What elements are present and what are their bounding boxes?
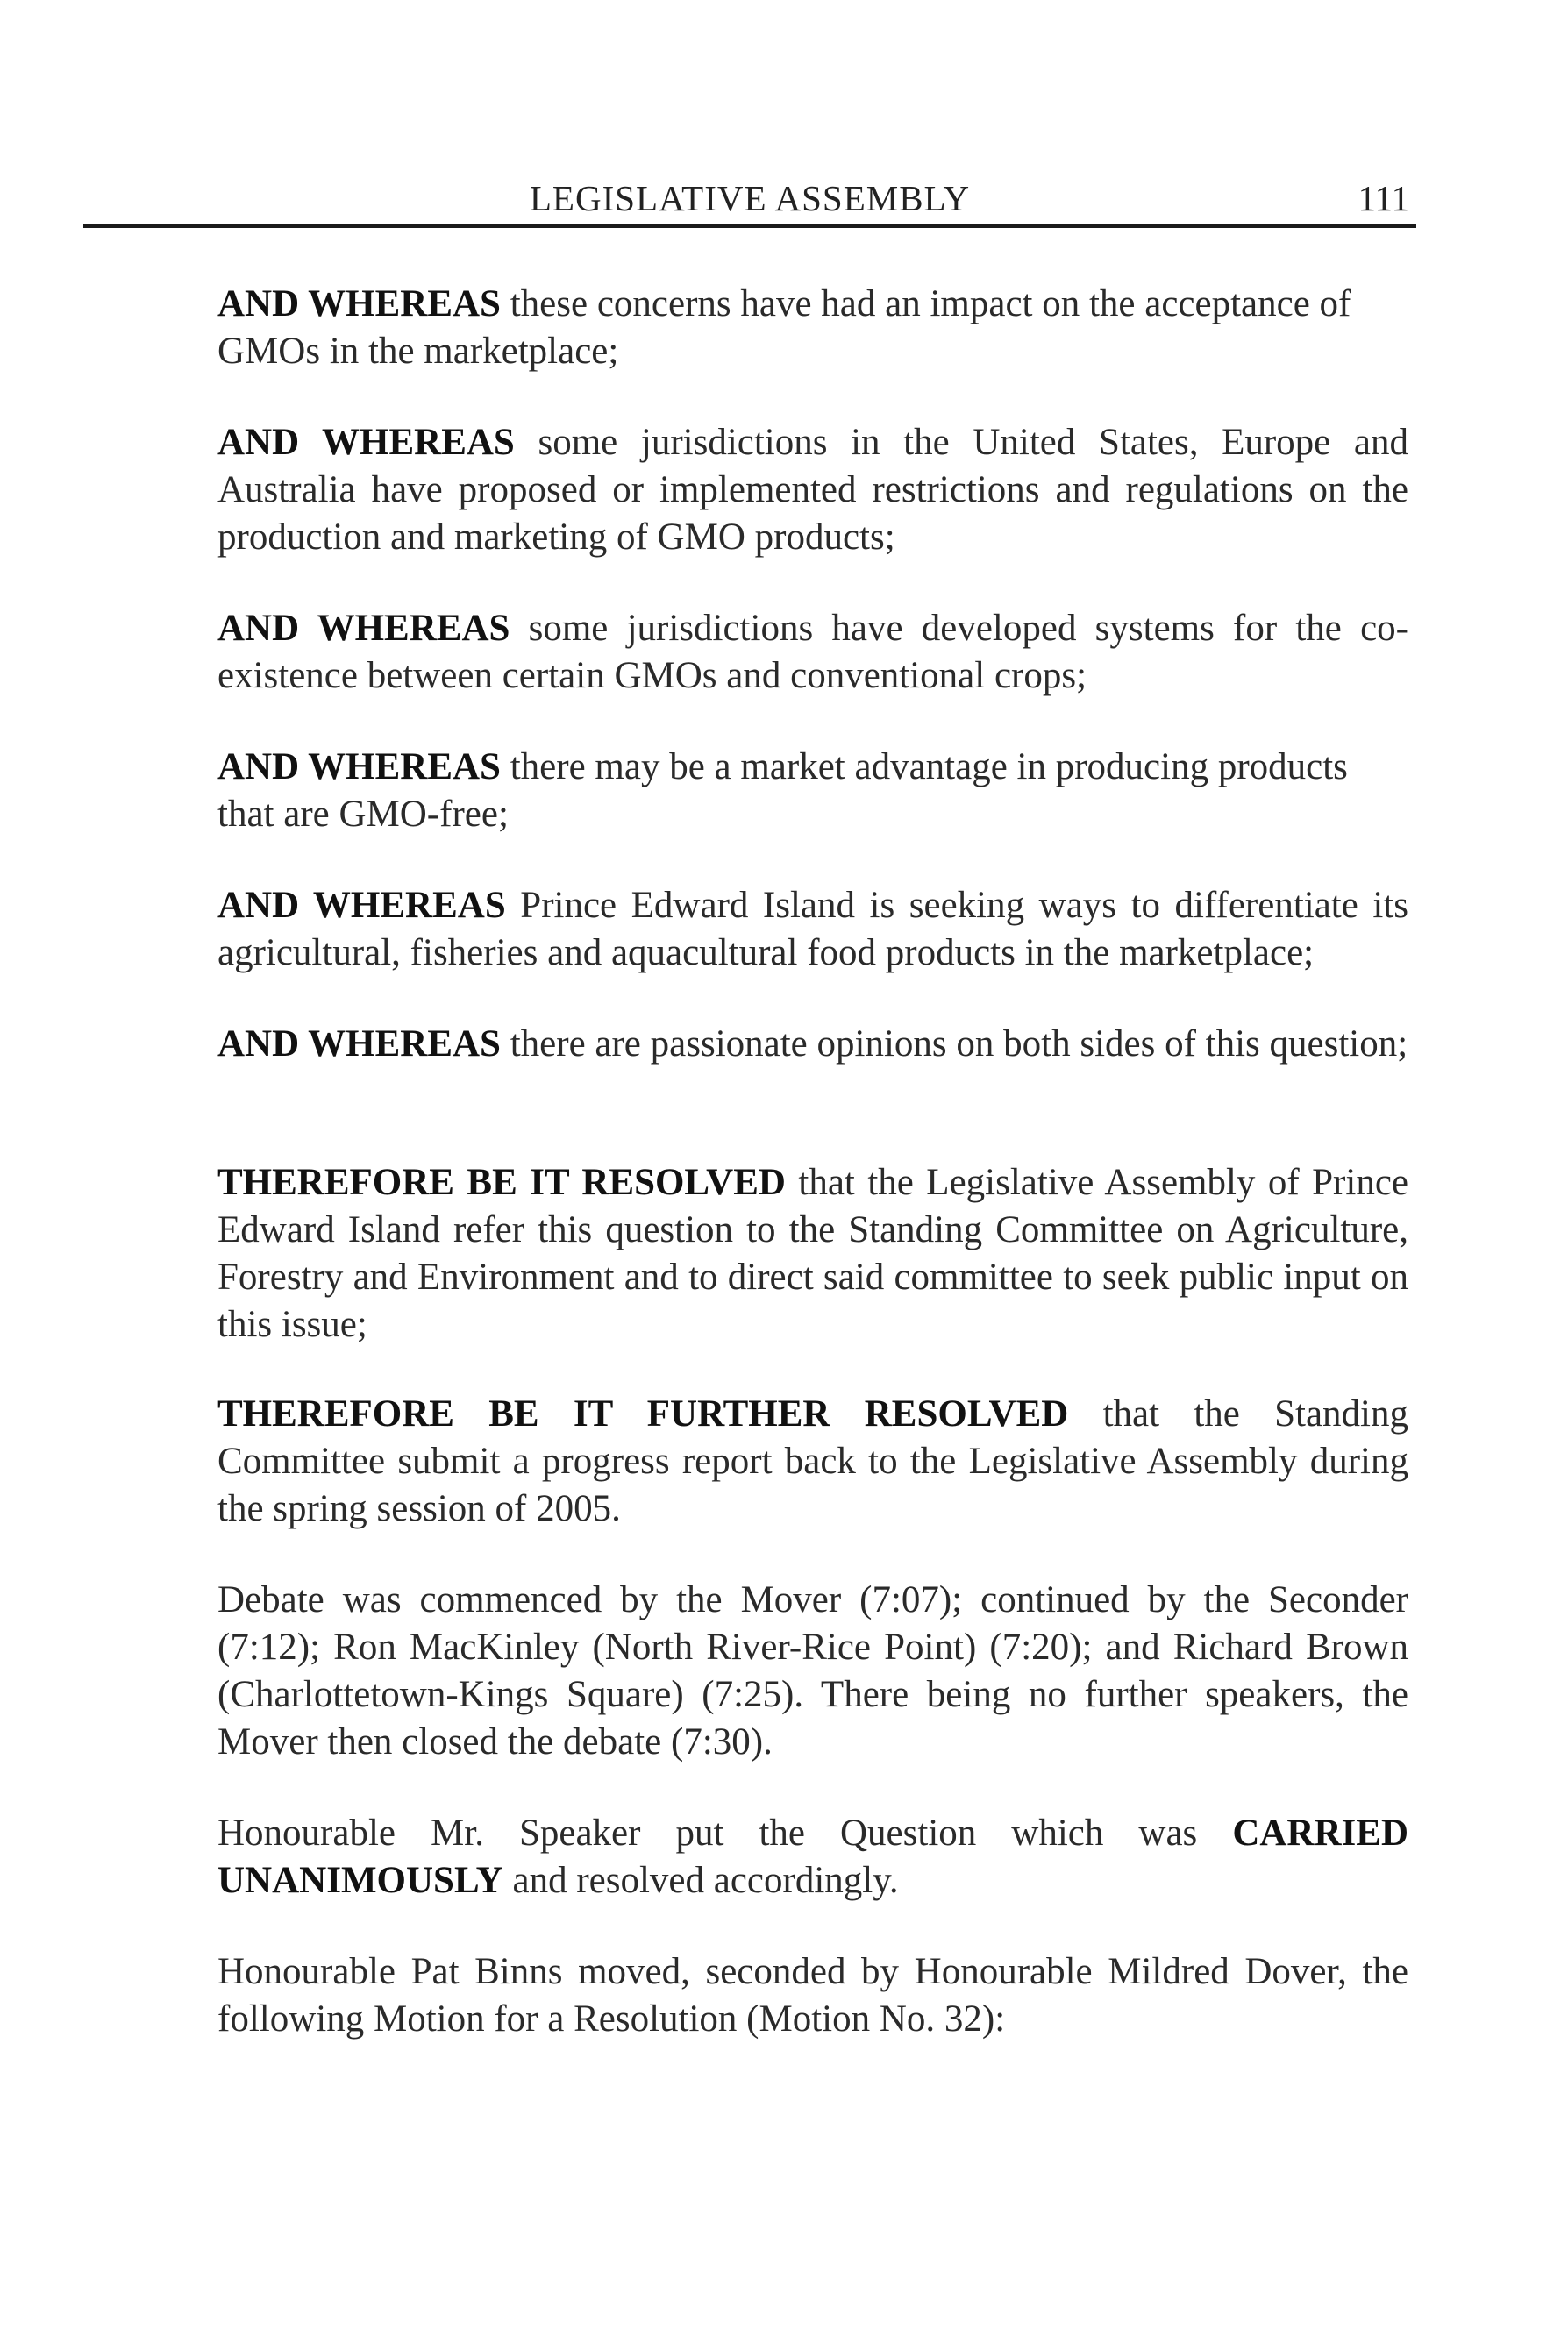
paragraph-lead: AND WHEREAS	[217, 885, 506, 926]
vote-result: CARRIED UNANIMOUSLY	[217, 1813, 1408, 1901]
further-resolved-paragraph	[217, 1391, 1408, 1533]
paragraph-text: these concerns have had an impact on the acceptance of GMOs in the marketplace;	[217, 283, 1351, 372]
paragraph-text: there may be a market advantage in producing products that are GMO-free;	[217, 746, 1348, 835]
paragraph-text: that the Legislative Assembly of Prince Edward Island refer this question to the Standing Committee on Agriculture, Forestry and Environment and to direct said committee to seek public input on this issue;	[217, 1162, 1408, 1345]
whereas-paragraph-6	[217, 1021, 1408, 1068]
paragraph-text: Prince Edward Island is seeking ways to differentiate its agricultural, fisheries and aquacultural food products in the marketplace;	[217, 885, 1408, 973]
paragraph-text: that the Standing Committee submit a progress report back to the Legislative Assembly during the spring session of 2005.	[217, 1393, 1409, 1529]
paragraph-text: Honourable Mr. Speaker put the Question which was	[217, 1813, 1233, 1854]
header-title: LEGISLATIVE ASSEMBLY	[529, 178, 971, 218]
paragraph-lead: THEREFORE BE IT RESOLVED	[217, 1162, 786, 1203]
whereas-paragraph-1	[217, 281, 1408, 375]
paragraph-text: there are passionate opinions on both sides of this question;	[500, 1023, 1408, 1065]
running-header	[83, 177, 1416, 230]
paragraph-text: Debate was commenced by the Mover (7:07); continued by the Seconder (7:12); Ron MacKinley (North River-Rice Point) (7:20); and Richard Brown (Charlottetown-Kings Square) (7:25). There being no further speakers, the Mover then closed the debate (7:30).	[217, 1579, 1408, 1763]
whereas-paragraph-2	[217, 419, 1408, 561]
paragraph-lead: THEREFORE BE IT FURTHER RESOLVED	[217, 1393, 1069, 1435]
page-number: 111	[1358, 178, 1409, 218]
paragraph-text: Honourable Pat Binns moved, seconded by Honourable Mildred Dover, the following Motion for a Resolution (Motion No. 32):	[217, 1951, 1408, 2040]
paragraph-lead: AND WHEREAS	[217, 746, 501, 787]
paragraph-lead: AND WHEREAS	[217, 608, 510, 649]
whereas-paragraph-5	[217, 882, 1408, 977]
paragraph-lead: AND WHEREAS	[217, 283, 501, 324]
paragraph-text: some jurisdictions in the United States, Europe and Australia have proposed or implemented restrictions and regulations on the production and marketing of GMO products;	[217, 422, 1408, 558]
whereas-paragraph-4	[217, 744, 1408, 838]
whereas-paragraph-3	[217, 605, 1408, 700]
paragraph-lead: AND WHEREAS	[217, 1023, 501, 1065]
motion-paragraph	[217, 1948, 1408, 2043]
paragraph-lead: AND WHEREAS	[217, 422, 515, 463]
header-rule	[83, 224, 1416, 228]
paragraph-tail: and resolved accordingly.	[502, 1860, 899, 1901]
paragraph-text: some jurisdictions have developed systems for the co-existence between certain GMOs and conventional crops;	[217, 608, 1408, 696]
vote-paragraph	[217, 1810, 1408, 1905]
debate-paragraph	[217, 1577, 1408, 1766]
resolved-paragraph	[217, 1159, 1408, 1349]
